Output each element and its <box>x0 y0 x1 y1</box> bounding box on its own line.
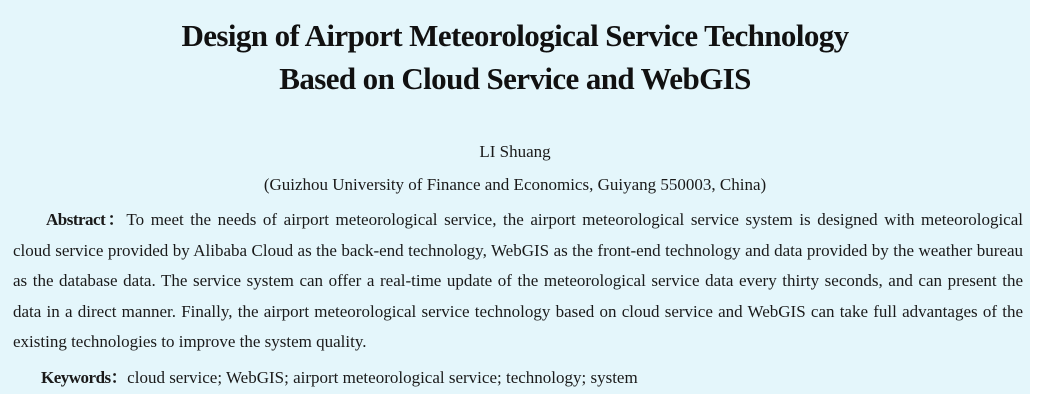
abstract-text: To meet the needs of airport meteorological service, the airport meteorological service system is designed with meteorological cloud service provided by Alibaba Cloud as the back-end technology, WebGIS as the front-end technology and data provided by the weather bureau as the database data. The service system can offer a real-time update of the meteorological service data every thirty seconds, and can present the data in a direct manner. Finally, the airport meteorological service technology based on cloud service and WebGIS can take full advantages of the existing technologies to improve the system quality. <box>13 210 1023 351</box>
keywords-label: Keywords： <box>41 368 128 387</box>
keywords-line <box>41 366 638 390</box>
abstract-paragraph <box>13 205 1023 358</box>
author-name: LI Shuang <box>479 142 551 161</box>
paper-title-line-1: Design of Airport Meteorological Service Technology <box>181 18 849 53</box>
abstract-label: Abstract： <box>46 210 127 229</box>
author-affiliation: (Guizhou University of Finance and Economics, Guiyang 550003, China) <box>263 175 767 194</box>
keywords-text: cloud service; WebGIS; airport meteorological service; technology; system <box>127 368 638 387</box>
paper-title-line-2: Based on Cloud Service and WebGIS <box>279 61 751 96</box>
